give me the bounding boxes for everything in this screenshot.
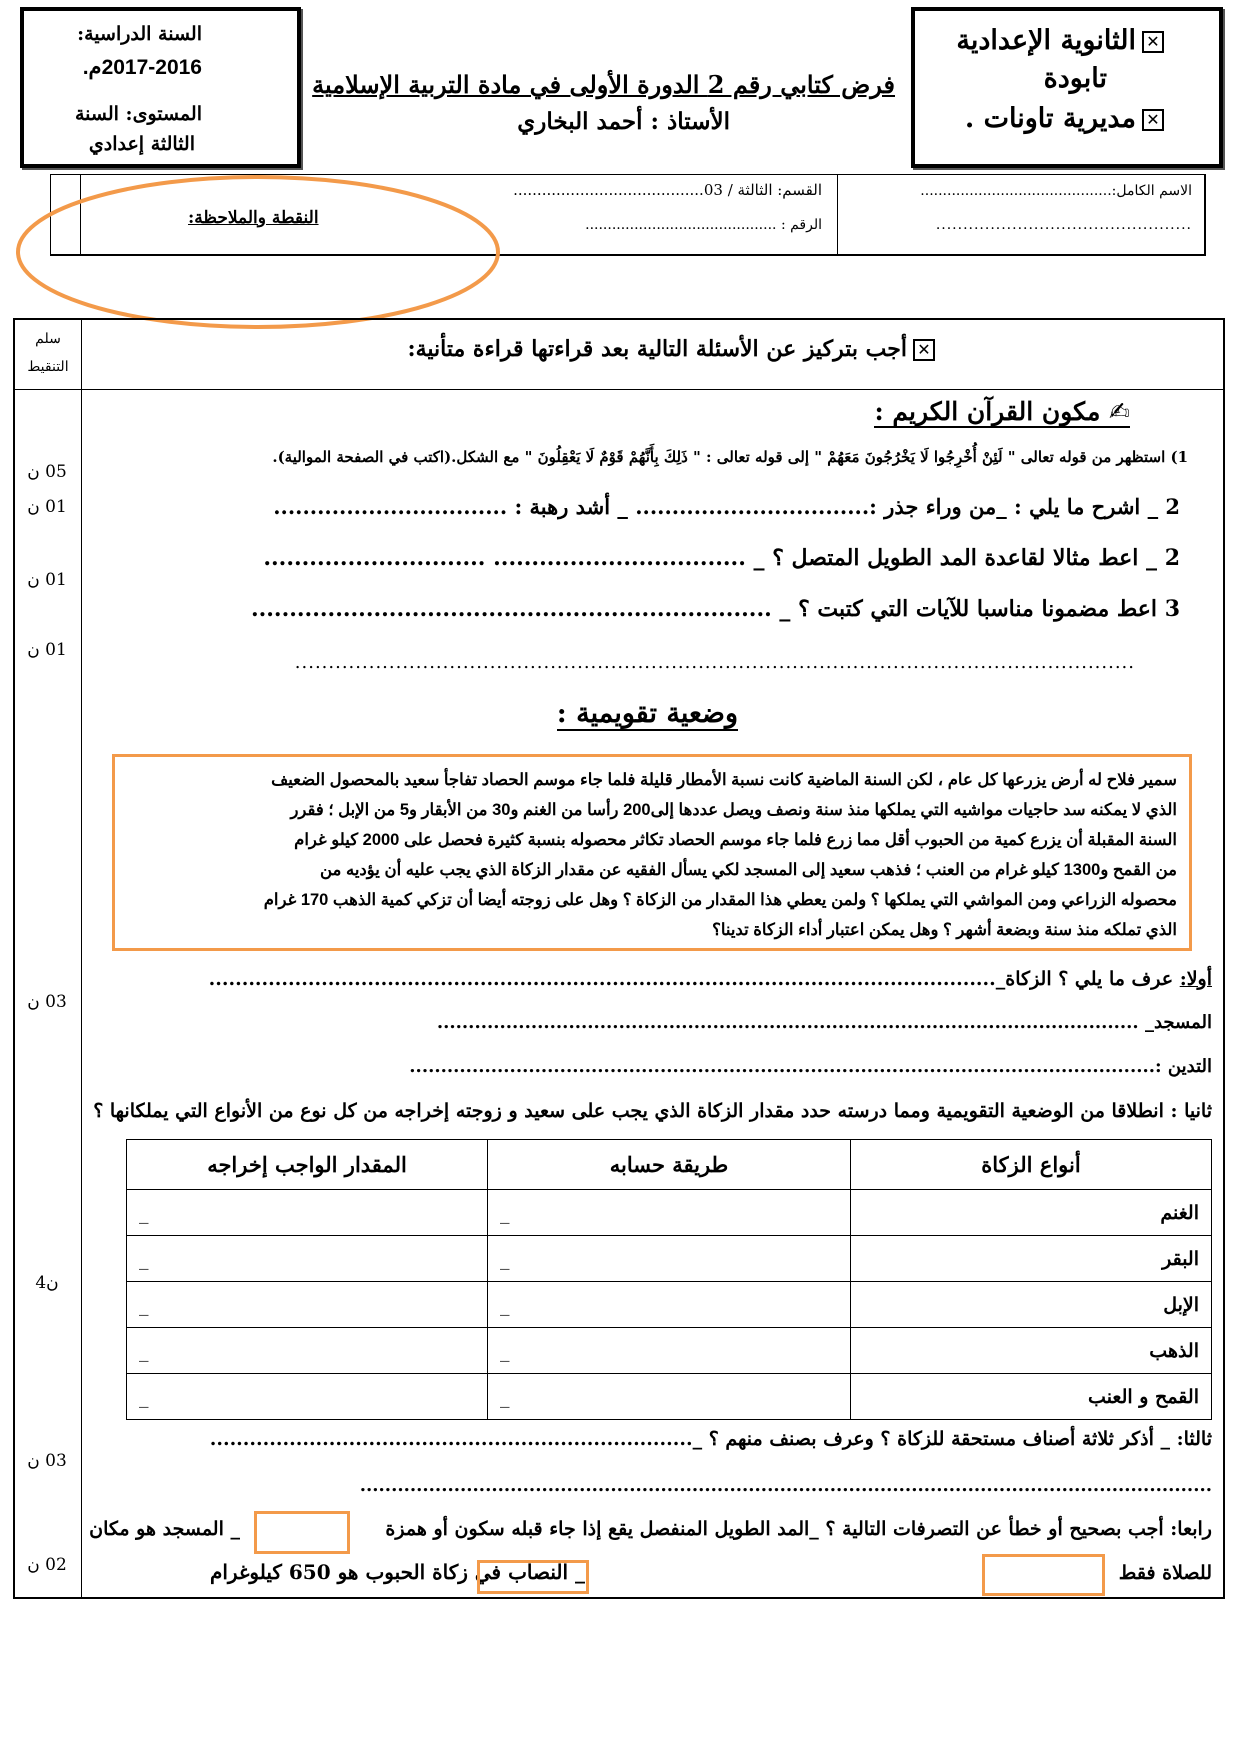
table-row: [127, 1190, 1212, 1236]
checkbox-icon: ✕: [1142, 109, 1164, 131]
situation-title: وضعية تقويمية :: [556, 698, 738, 729]
fourth-statement-2: _ المسجد هو مكان: [89, 1518, 240, 1540]
checkbox-icon: ✕: [913, 339, 935, 361]
situation-line: الذي لا يمكنه سد حاجيات مواشيه التي يملكها منذ سنة ونصف ويصل عددها إلى200 رأسا من الغنم و30 من الأبقار و5 من الإبل ؛ فقرر: [290, 801, 1177, 819]
full-name-field[interactable]: [920, 183, 1192, 199]
situation-text: [127, 765, 1177, 945]
amount-cell[interactable]: _: [127, 1328, 488, 1374]
situation-line: الذي تملكه منذ سنة وبضعة أشهر ؟ وهل يمكن اعتبار أداء الزكاة تدينا؟: [712, 921, 1177, 939]
dots: ...........................................: [920, 183, 1112, 199]
number-field[interactable]: [585, 217, 822, 233]
teacher-name: الأستاذ : أحمد البخاري: [517, 108, 730, 135]
first-line-3[interactable]: التدين :.......................................................................................................................: [409, 1056, 1212, 1077]
zakat-type: البقر: [851, 1236, 1212, 1282]
exam-title: فرض كتابي رقم 2 الدورة الأولى في مادة التربية الإسلامية: [312, 70, 895, 99]
amount-cell[interactable]: _: [127, 1190, 488, 1236]
table-row: [127, 1236, 1212, 1282]
score: 05 ن: [27, 462, 67, 482]
grade-label: النقطة والملاحظة:: [188, 208, 319, 228]
dots: ...........................................: [585, 217, 777, 233]
school-box: [911, 7, 1223, 168]
full-name-label: الاسم الكامل:: [1111, 183, 1192, 199]
third-answer-line[interactable]: ........................................................................................................................................: [359, 1475, 1212, 1496]
number-label: الرقم :: [780, 217, 822, 233]
school-name: [956, 25, 1164, 56]
third-question[interactable]: ثالثا: _ أذكر ثلاثة أصناف مستحقة للزكاة ؟ وعرف بصنف منهم ؟ _.........................................................................: [209, 1428, 1212, 1450]
zakat-table: [126, 1139, 1212, 1420]
question-2[interactable]: 2 _ اشرح ما يلي : _من وراء جذر :................................ _ أشد رهبة : ................................: [273, 494, 1180, 519]
table-header-row: [127, 1140, 1212, 1190]
first-text: عرف ما يلي ؟ الزكاة_.......................................................................................................................: [208, 968, 1180, 990]
class-field[interactable]: [513, 181, 822, 199]
level-label: المستوى: السنة: [75, 103, 202, 125]
quran-title: مكون القرآن الكريم :: [874, 397, 1101, 426]
zakat-type: الإبل: [851, 1282, 1212, 1328]
quran-section-title: [874, 397, 1130, 428]
situation-line: من القمح و1300 كيلو غرام من العنب ؛ فذهب سعيد إلى المسجد لكي يسأل الفقيه عن مقدار الزكاة الذي يجب عليه أن يؤديه من: [319, 861, 1177, 879]
zakat-type: الغنم: [851, 1190, 1212, 1236]
score: 01 ن: [27, 640, 67, 660]
column-header: المقدار الواجب إخراجه: [127, 1140, 488, 1190]
situation-line: السنة المقبلة أن يزرع كمية من الحبوب أقل مما زرع فلما جاء موسم الحصاد تكاثر محصوله بنسبة كثيرة فحصل على 2000 كيلو غرام: [294, 831, 1177, 849]
fourth-question: رابعا: أجب بصحيح أو خطأ عن التصرفات التالية ؟ _المد الطويل المنفصل يقع إذا جاء قبله سكون أو همزة: [385, 1518, 1212, 1540]
amount-cell[interactable]: _: [127, 1282, 488, 1328]
question-1: 1) استظهر من قوله تعالى " لَئِنْ أُخْرِجُوا لَا يَخْرُجُونَ مَعَهُمْ " إلى قوله تعالى : " ذَلِكَ بِأَنَّهُمْ قَوْمٌ لَا يَعْقِلُونَ " مع الشكل.(اكتب في الصفحة الموالية).: [272, 448, 1188, 466]
dots: ........................................: [513, 181, 704, 199]
answer-box-1[interactable]: [254, 1511, 350, 1554]
pen-icon: ✍: [1100, 397, 1130, 426]
amount-cell[interactable]: _: [127, 1236, 488, 1282]
answer-line[interactable]: .............................................................................................................................: [294, 652, 1135, 673]
score: 01 ن: [27, 497, 67, 517]
directorate: [965, 103, 1164, 134]
table-row: [127, 1328, 1212, 1374]
instruction-text: أجب بتركيز عن الأسئلة التالية بعد قراءتها قراءة متأنية:: [407, 336, 907, 362]
year-value: 2017-2016م.: [82, 56, 202, 79]
method-cell[interactable]: _: [488, 1282, 851, 1328]
zakat-type: القمح و العنب: [851, 1374, 1212, 1420]
table-row: [127, 1374, 1212, 1420]
instruction: [407, 336, 935, 362]
answer-box-2[interactable]: [982, 1554, 1105, 1596]
situation-line: سمير فلاح له أرض يزرعها كل عام ، لكن السنة الماضية كانت نسبة الأمطار قليلة فلما جاء موسم الحصاد تفاجأ سعيد بالمحصول الضعيف: [271, 771, 1177, 789]
score: 03 ن: [27, 992, 67, 1012]
checkbox-icon: ✕: [1142, 31, 1164, 53]
level-value: الثالثة إعدادي: [88, 133, 195, 155]
year-label: السنة الدراسية:: [77, 23, 202, 45]
first-line-2[interactable]: المسجد_ ................................................................................................................: [436, 1012, 1212, 1033]
answer-box-3[interactable]: [477, 1560, 589, 1594]
class-label: القسم: الثالثة / 03: [703, 181, 822, 199]
score: ن4: [35, 1273, 59, 1293]
method-cell[interactable]: _: [488, 1236, 851, 1282]
method-cell[interactable]: _: [488, 1190, 851, 1236]
directorate-name: مديرية تاونات .: [964, 103, 1136, 134]
column-header: طريقة حسابه: [488, 1140, 851, 1190]
zakat-type: الذهب: [851, 1328, 1212, 1374]
grade-ellipse: [0, 160, 520, 340]
school-town: تابودة: [1043, 63, 1107, 94]
first-label: أولا:: [1179, 968, 1212, 990]
question-2b[interactable]: 2 _ اعط مثالا لقاعدة المد الطويل المتصل ؟ _ ................................. .............................: [263, 545, 1180, 571]
method-cell[interactable]: _: [488, 1374, 851, 1420]
score: 03 ن: [27, 1451, 67, 1471]
scale-header: سلم التنقيط: [27, 331, 69, 375]
question-3[interactable]: 3 اعط مضمونا مناسبا للآيات التي كتبت ؟ _ ....................................................................: [250, 596, 1180, 622]
first-question[interactable]: [209, 968, 1212, 990]
method-cell[interactable]: _: [488, 1328, 851, 1374]
column-header: أنواع الزكاة: [851, 1140, 1212, 1190]
school-line1: الثانوية الإعدادية: [956, 25, 1136, 56]
year-level-box: [20, 7, 301, 168]
full-name-line2[interactable]: ...............................................: [935, 217, 1192, 233]
score: 02 ن: [27, 1555, 67, 1575]
second-question: ثانيا : انطلاقا من الوضعية التقويمية ومما درسته حدد مقدار الزكاة الذي يجب على سعيد و زوجته إخراجه من كل نوع من الأنواع التي يملكانها ؟: [93, 1100, 1212, 1122]
amount-cell[interactable]: _: [127, 1374, 488, 1420]
situation-box: [112, 754, 1192, 951]
score: 01 ن: [27, 570, 67, 590]
fourth-statement-3: _ النصاب في زكاة الحبوب هو 650 كيلوغرام: [209, 1560, 585, 1584]
situation-line: محصوله الزراعي ومن المواشي التي يملكها ؟ ولمن يعطي هذا المقدار من الزكاة ؟ وهل على زوجته أيضا أن تزكي كمية الذهب 170 غرام: [263, 891, 1177, 909]
table-row: [127, 1282, 1212, 1328]
fourth-statement-2-end: للصلاة فقط: [1118, 1562, 1212, 1584]
